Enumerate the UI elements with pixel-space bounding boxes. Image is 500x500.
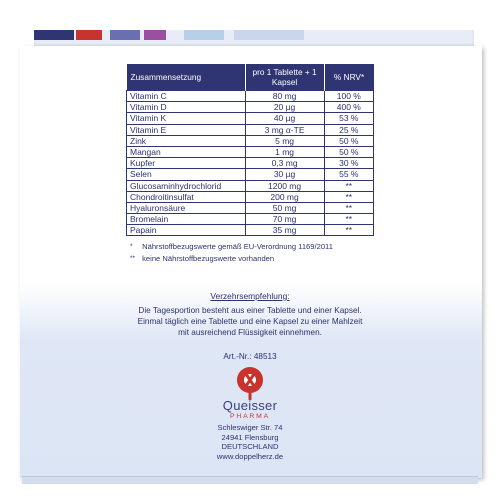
- cell-amount: 20 µg: [245, 102, 324, 113]
- address-line: Schleswiger Str. 74: [217, 423, 283, 432]
- cell-nrv: 400 %: [324, 102, 373, 113]
- cell-amount: 35 mg: [245, 225, 324, 236]
- cell-amount: 40 µg: [245, 113, 324, 124]
- nutrition-table: [126, 64, 374, 236]
- flap-stripe: [76, 30, 102, 40]
- table-row: [127, 180, 374, 191]
- dosage-line: Die Tagesportion besteht aus einer Tablette und einer Kapsel.: [138, 306, 362, 315]
- cell-amount: 50 mg: [245, 202, 324, 213]
- nutrition-table-body: [127, 91, 374, 236]
- table-row: [127, 158, 374, 169]
- cell-amount: 0,3 mg: [245, 158, 324, 169]
- cell-amount: 1200 mg: [245, 180, 324, 191]
- cell-nrv: 100 %: [324, 91, 373, 102]
- cell-nutrient: Bromelain: [127, 214, 246, 225]
- table-row: [127, 146, 374, 157]
- dosage-text: [120, 305, 380, 338]
- cell-nutrient: Hyaluronsäure: [127, 202, 246, 213]
- cell-nrv: 55 %: [324, 169, 373, 180]
- cell-nrv: **: [324, 180, 373, 191]
- cell-nrv: 50 %: [324, 146, 373, 157]
- brand-name: Queisser: [222, 398, 278, 413]
- address-line: 24941 Flensburg: [221, 432, 279, 442]
- address-line: DEUTSCHLAND: [221, 442, 279, 451]
- flap-stripe: [144, 30, 166, 40]
- table-row: [127, 191, 374, 202]
- box-bottom-edge: [22, 476, 478, 484]
- flap-stripe: [234, 30, 304, 40]
- table-row: [127, 202, 374, 213]
- cell-nutrient: Vitamin C: [127, 91, 246, 102]
- cell-nutrient: Selen: [127, 169, 246, 180]
- footnote: [130, 253, 333, 265]
- cell-amount: 5 mg: [245, 135, 324, 146]
- footnote-text: Nährstoffbezugswerte gemäß EU-Verordnung 1169/2011: [142, 242, 333, 251]
- table-header-row: [127, 64, 374, 91]
- table-row: [127, 169, 374, 180]
- footnote-text: keine Nährstoffbezugswerte vorhanden: [142, 254, 275, 263]
- cell-nutrient: Glucosaminhydrochlorid: [127, 180, 246, 191]
- table-row: [127, 214, 374, 225]
- cell-nutrient: Vitamin D: [127, 102, 246, 113]
- cell-nrv: **: [324, 191, 373, 202]
- flap-stripe: [110, 30, 140, 40]
- dosage-line: Einmal täglich eine Tablette und eine Kapsel zu einer Mahlzeit: [137, 317, 363, 326]
- cell-nutrient: Vitamin K: [127, 113, 246, 124]
- cell-nrv: **: [324, 225, 373, 236]
- cell-amount: 3 mg α-TE: [245, 124, 324, 135]
- footnote: [130, 241, 333, 253]
- cell-nrv: **: [324, 202, 373, 213]
- header-composition: Zusammensetzung: [127, 64, 246, 91]
- cell-amount: 1 mg: [245, 146, 324, 157]
- queisser-logo-icon: [232, 364, 268, 400]
- cell-nutrient: Papain: [127, 225, 246, 236]
- address-website: www.doppelherz.de: [216, 451, 284, 461]
- cell-nutrient: Chondroitinsulfat: [127, 191, 246, 202]
- header-nrv: % NRV*: [324, 64, 373, 91]
- dosage-title: Verzehrsempfehlung:: [210, 291, 290, 301]
- table-row: [127, 102, 374, 113]
- cell-nrv: 50 %: [324, 135, 373, 146]
- cell-amount: 80 mg: [245, 91, 324, 102]
- dosage-line: mit ausreichend Flüssigkeit einnehmen.: [178, 328, 322, 337]
- cell-amount: 200 mg: [245, 191, 324, 202]
- cell-amount: 30 µg: [245, 169, 324, 180]
- table-row: [127, 225, 374, 236]
- cell-nrv: 53 %: [324, 113, 373, 124]
- cell-nutrient: Vitamin E: [127, 124, 246, 135]
- flap-stripe: [184, 30, 224, 40]
- footnote-mark: *: [130, 243, 133, 250]
- cell-nutrient: Kupfer: [127, 158, 246, 169]
- cell-nutrient: Zink: [127, 135, 246, 146]
- cell-amount: 70 mg: [245, 214, 324, 225]
- table-row: [127, 124, 374, 135]
- cell-nutrient: Mangan: [127, 146, 246, 157]
- header-amount: pro 1 Tablette + 1 Kapsel: [245, 64, 324, 91]
- brand-address: [120, 423, 380, 461]
- flap-stripe: [34, 30, 74, 40]
- table-row: [127, 91, 374, 102]
- table-row: [127, 113, 374, 124]
- article-number: Art.-Nr.: 48513: [223, 352, 277, 361]
- table-row: [127, 135, 374, 146]
- cell-nrv: **: [324, 214, 373, 225]
- footnotes: [130, 241, 333, 265]
- cell-nrv: 30 %: [324, 158, 373, 169]
- cell-nrv: 25 %: [324, 124, 373, 135]
- brand-subtitle: PHARMA: [230, 413, 270, 420]
- footnote-mark: **: [130, 255, 136, 262]
